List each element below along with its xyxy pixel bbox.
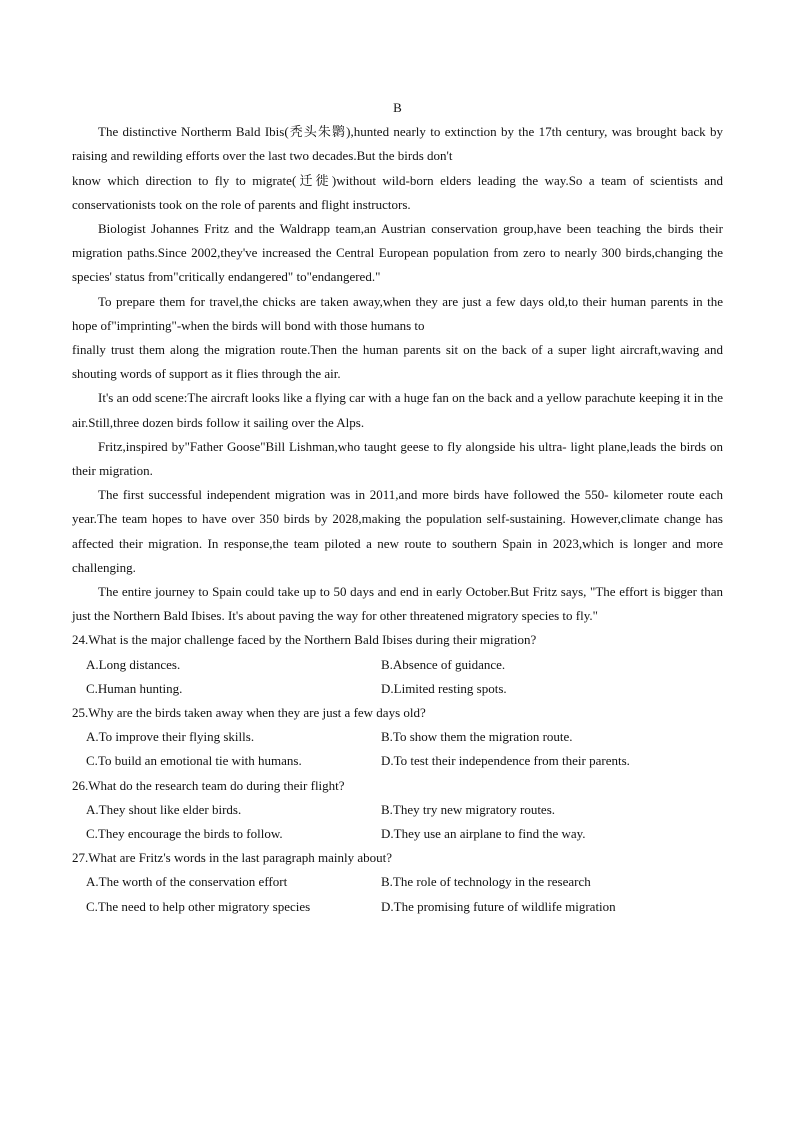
option-row (72, 895, 723, 919)
question-26 (72, 774, 723, 847)
option-row (72, 822, 723, 846)
option-row (72, 677, 723, 701)
question-27 (72, 846, 723, 919)
document-page (72, 96, 723, 919)
paragraph: To prepare them for travel,the chicks are taken away,when they are just a few days old,to their human parents in the hope of"imprinting"-when the birds will bond with those humans to (72, 293, 723, 333)
option-d: D.The promising future of wildlife migration (381, 898, 616, 914)
option-c: C.They encourage the birds to follow. (86, 826, 283, 842)
option-a: A.The worth of the conservation effort (86, 874, 288, 890)
paragraph: It's an odd scene:The aircraft looks like a flying car with a huge fan on the back and a yellow parachute keeping it in the air.Still,three dozen birds follow it sailing over the Alps. (72, 390, 723, 430)
option-d: D.To test their independence from their parents. (381, 753, 630, 769)
option-b: B.The role of technology in the research (381, 874, 591, 890)
option-c: C.To build an emotional tie with humans. (86, 753, 302, 769)
passage (72, 120, 723, 628)
option-b: B.To show them the migration route. (381, 729, 573, 745)
paragraph: The entire journey to Spain could take up to 50 days and end in early October.But Fritz says, "The effort is bigger than just the Northern Bald Ibises. It's about paving the way for other threatened migratory species to fly." (72, 584, 723, 624)
option-row (72, 870, 723, 894)
option-row (72, 725, 723, 749)
option-row (72, 653, 723, 677)
option-b: B.Absence of guidance. (381, 656, 506, 672)
question-stem: 26.What do the research team do during their flight? (72, 777, 345, 793)
question-stem: 25.Why are the birds taken away when they are just a few days old? (72, 705, 426, 721)
option-c: C.Human hunting. (86, 680, 183, 696)
question-stem: 24.What is the major challenge faced by the Northern Bald Ibises during their migration? (72, 632, 537, 648)
paragraph: know which direction to fly to migrate(迁徙)without wild-born elders leading the way.So a team of scientists and conservationists took on the role of parents and flight instructors. (72, 172, 723, 212)
option-row (72, 749, 723, 773)
option-a: A.They shout like elder birds. (86, 801, 242, 817)
option-a: A.Long distances. (86, 656, 181, 672)
option-a: A.To improve their flying skills. (86, 729, 255, 745)
question-stem: 27.What are Fritz's words in the last paragraph mainly about? (72, 850, 393, 866)
paragraph: The first successful independent migration was in 2011,and more birds have followed the 550- kilometer route each year.The team hopes to have over 350 birds by 2028,making the population self-sustaining. However,climate change has affected their migration. In response,the team piloted a new route to southern Spain in 2023,which is longer and more challenging. (72, 487, 723, 575)
section-letter: B (393, 100, 402, 115)
option-d: D.Limited resting spots. (381, 680, 507, 696)
paragraph: Biologist Johannes Fritz and the Waldrapp team,an Austrian conservation group,have been teaching the birds their migration paths.Since 2002,they've increased the Central European population from zero to nearly 300 birds,changing the species' status from"critically endangered" to"endangered." (72, 221, 723, 285)
option-b: B.They try new migratory routes. (381, 801, 556, 817)
question-25 (72, 701, 723, 774)
question-24 (72, 628, 723, 701)
option-d: D.They use an airplane to find the way. (381, 826, 586, 842)
paragraph: The distinctive Northerm Bald Ibis(秃头朱鹮),hunted nearly to extinction by the 17th century, was brought back by raising and rewilding efforts over the last two decades.But the birds don't (72, 124, 723, 164)
option-row (72, 798, 723, 822)
paragraph: finally trust them along the migration route.Then the human parents sit on the back of a super light aircraft,waving and shouting words of support as it flies through the air. (72, 342, 723, 382)
paragraph: Fritz,inspired by"Father Goose"Bill Lishman,who taught geese to fly alongside his ultra- light plane,leads the birds on their migration. (72, 438, 723, 479)
option-c: C.The need to help other migratory species (86, 898, 311, 914)
